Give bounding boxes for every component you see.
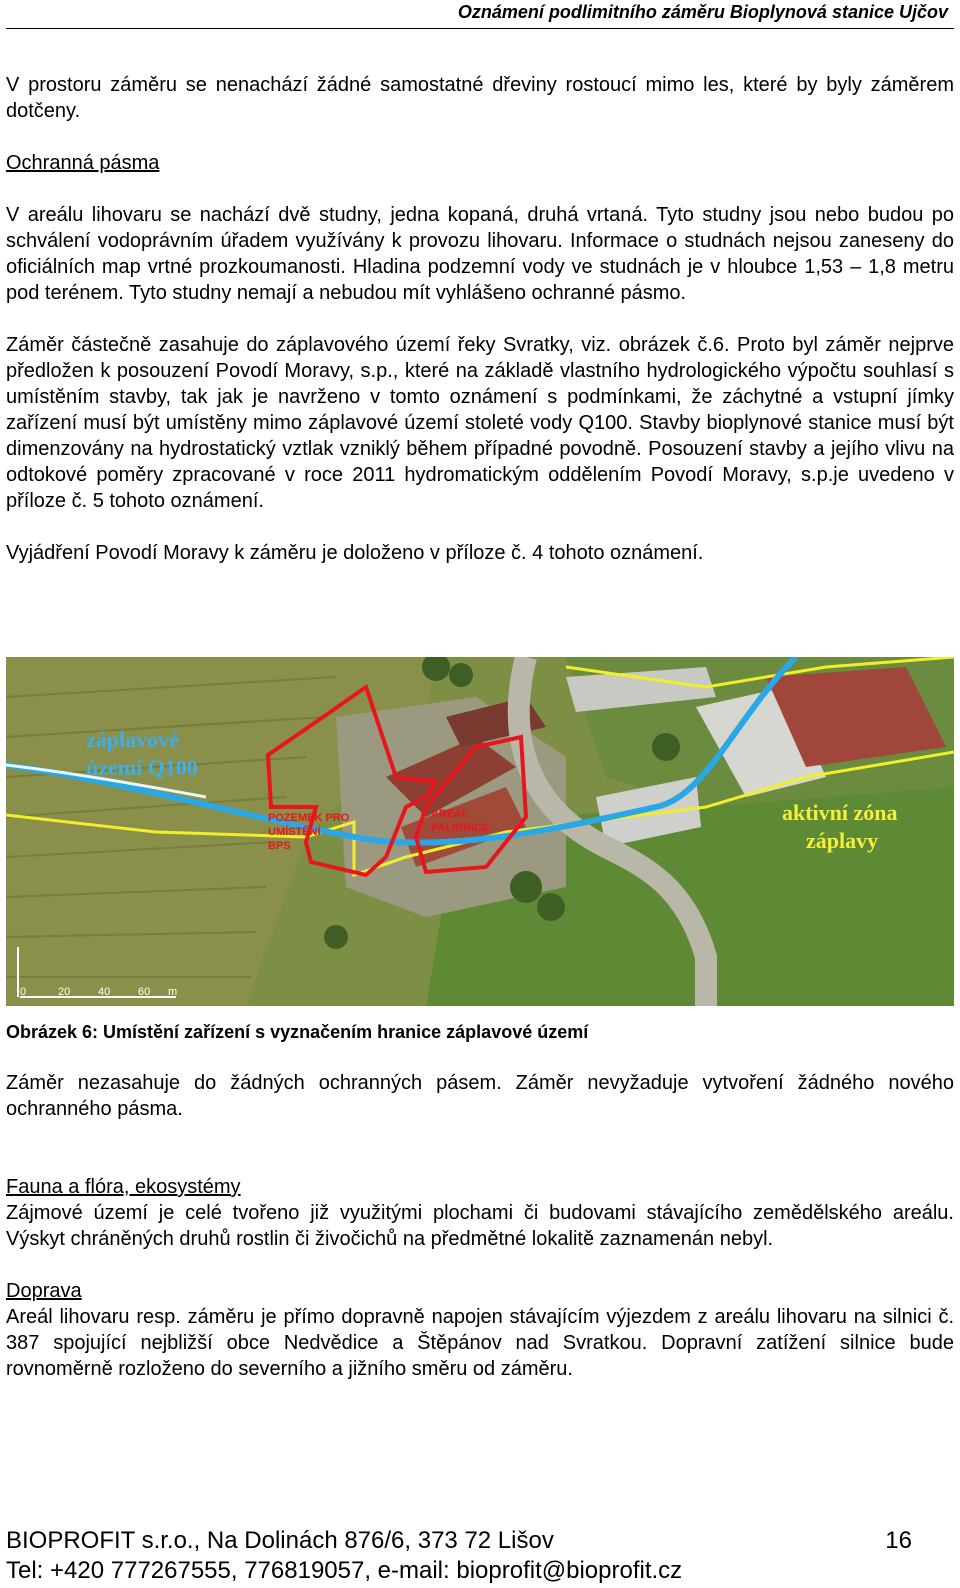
scale-label-60: 60	[138, 986, 151, 998]
paragraph-doprava: Areál lihovaru resp. záměru je přímo dopravně napojen stávajícím výjezdem z areálu lihovaru na silnici č. 387 spojující nejbližší obce Nedvědice a Štěpánov nad Svratkou. Dopravní zatížení silnice bude rovnoměrně rozloženo do severního a jižního směru od záměru.	[6, 1306, 954, 1380]
scale-label-40: 40	[98, 986, 111, 998]
header-rule	[6, 28, 954, 29]
map-label-aktivni-1: aktivní zóna	[782, 800, 898, 825]
map-label-pozemek-1: POZEMEK PRO	[268, 812, 350, 824]
paragraph-dreviny: V prostoru záměru se nenachází žádné samostatné dřeviny rostoucí mimo les, které by byly záměrem dotčeny.	[6, 74, 954, 122]
paragraph-nezasahuje: Záměr nezasahuje do žádných ochranných pásem. Záměr nevyžaduje vytvoření žádného nového ochranného pásma.	[6, 1072, 954, 1120]
main-content	[6, 72, 954, 566]
scale-label-20: 20	[58, 986, 71, 998]
scale-label-0: 0	[20, 986, 27, 998]
aerial-map-image	[6, 657, 954, 1006]
map-label-pozemek-2: UMÍSTĚNÍ	[268, 826, 321, 838]
map-label-lihovar-2: PALÍRNICE	[431, 822, 490, 834]
paragraph-studny: V areálu lihovaru se nachází dvě studny, jedna kopaná, druhá vrtaná. Tyto studny jsou nebo budou po schválení vodoprávním úřadem využívány k provozu lihovaru. Informace o studnách nejsou zaneseny do oficiálních map vrtné prozkoumanosti. Hladina podzemní vody ve studnách je v hloubce 1,53 – 1,8 metru pod terénem. Tyto studny nemají a nebudou mít vyhlášeno ochranné pásmo.	[6, 204, 954, 304]
map-label-aktivni-2: záplavy	[806, 828, 879, 853]
lower-content	[6, 1070, 954, 1382]
map-label-q100-1: záplavové	[86, 727, 179, 752]
map-label-lihovar-1: AREÁL	[431, 808, 469, 820]
paragraph-zaplava: Záměr částečně zasahuje do záplavového území řeky Svratky, viz. obrázek č.6. Proto byl záměr nejprve předložen k posouzení Povodí Moravy, s.p., které na základě vlastního hydrologického výpočtu souhlasí s umístěním stavby, tak jak je navrženo v tomto oznámení s podmínkami, že záchytné a vstupní jímky zařízení musí být umístěny mimo záplavové území stoleté vody Q100. Stavby bioplynové stanice musí být dimenzovány na hydrostatický vztlak vzniklý během případné povodně. Posouzení stavby a jejího vlivu na odtokové poměry zpracované v roce 2011 hydromatickým oddělením Povodí Moravy, s.p.je uvedeno v příloze č. 5 tohoto oznámení.	[6, 334, 954, 512]
page-header: Oznámení podlimitního záměru Bioplynová stanice Ujčov	[457, 2, 948, 22]
heading-ochranna-pasma: Ochranná pásma	[6, 152, 160, 174]
footer-company: BIOPROFIT s.r.o., Na Dolinách 876/6, 373 72 Lišov	[6, 1527, 554, 1554]
scale-label-unit: m	[168, 986, 178, 998]
heading-doprava: Doprava	[6, 1280, 82, 1302]
footer-contact: Tel: +420 777267555, 776819057, e-mail: bioprofit@bioprofit.cz	[6, 1557, 683, 1584]
map-label-q100-2: území Q100	[86, 755, 198, 780]
heading-fauna: Fauna a flóra, ekosystémy	[6, 1176, 241, 1198]
figure-caption: Obrázek 6: Umístění zařízení s vyznačením hranice záplavové území	[6, 1022, 589, 1042]
paragraph-fauna: Zájmové území je celé tvořeno již využitými plochami či budovami stávajícího zemědělského areálu. Výskyt chráněných druhů rostlin či živočichů na předmětné lokalitě zaznamenán nebyl.	[6, 1202, 954, 1250]
map-label-pozemek-3: BPS	[268, 840, 291, 852]
paragraph-vyjadreni: Vyjádření Povodí Moravy k záměru je doloženo v příloze č. 4 tohoto oznámení.	[6, 542, 704, 564]
page-footer	[6, 1526, 948, 1586]
aerial-map-svg	[6, 657, 954, 1006]
page-number: 16	[885, 1527, 912, 1554]
